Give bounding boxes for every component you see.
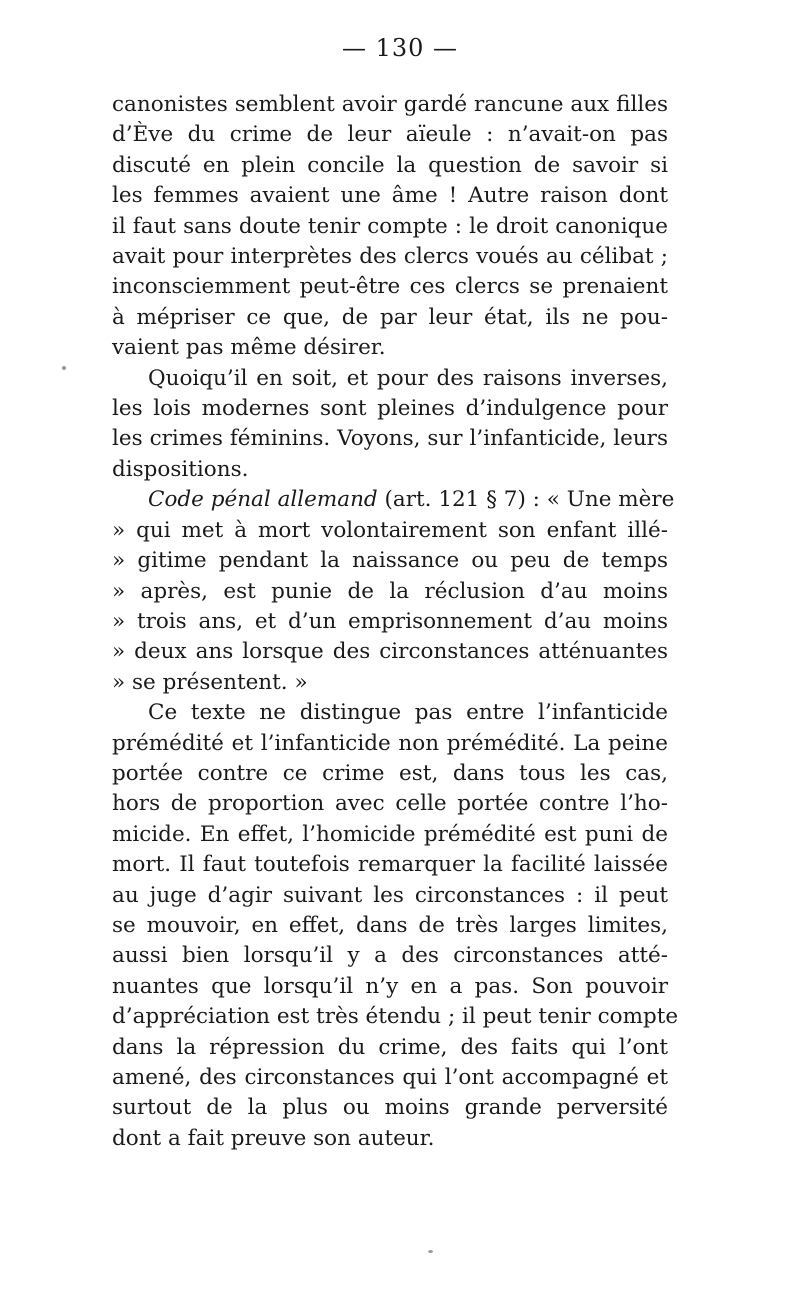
body-text: [112, 90, 679, 1154]
text-line: aussi bien lorsqu’il y a des circonstances atté-: [112, 943, 668, 969]
text-line: avait pour interprètes des clercs voués au célibat ;: [112, 244, 668, 270]
paragraph-1: [112, 90, 668, 364]
text-line: d’Ève du crime de leur aïeule : n’avait-on pas: [112, 122, 668, 148]
text-line: discuté en plein concile la question de savoir si: [112, 152, 668, 178]
text-line: vaient pas même désirer.: [112, 335, 386, 361]
text-line: au juge d’agir suivant les circonstances : il peut: [112, 882, 668, 908]
page-number: — 130 —: [341, 34, 459, 62]
text-line: » après, est punie de la réclusion d’au moins: [112, 578, 668, 604]
text-line: prémédité et l’infanticide non prémédité. La peine: [112, 730, 668, 756]
text-line: d’appréciation est très étendu ; il peut tenir compte: [112, 1004, 679, 1030]
text-line: les lois modernes sont pleines d’indulgence pour: [112, 396, 668, 422]
text-line: » trois ans, et d’un emprisonnement d’au moins: [112, 608, 668, 634]
text-line: » qui met à mort volontairement son enfant illé-: [112, 517, 668, 543]
text-line: amené, des circonstances qui l’ont accompagné et: [112, 1065, 668, 1090]
code-citation: (art. 121 § 7) : « Une mère: [384, 487, 675, 513]
text-line: Ce texte ne distingue pas entre l’infanticide: [148, 700, 668, 726]
paper-speck: [62, 366, 66, 370]
paragraph-3: [112, 485, 675, 698]
text-line: canonistes semblent avoir gardé rancune aux filles: [112, 92, 668, 117]
paragraph-4: [112, 698, 679, 1154]
text-line: portée contre ce crime est, dans tous les cas,: [112, 760, 668, 786]
text-line: » deux ans lorsque des circonstances atténuantes: [112, 639, 668, 665]
code-citation-line: [112, 485, 675, 515]
text-line: » se présentent. »: [112, 669, 308, 695]
text-line: à mépriser ce que, de par leur état, ils ne pou-: [112, 304, 668, 330]
paragraph-2: [112, 364, 668, 486]
text-line: il faut sans doute tenir compte : le droit canonique: [112, 213, 668, 239]
code-title: Code pénal allemand: [148, 487, 378, 513]
text-line: se mouvoir, en effet, dans de très larges limites,: [112, 912, 668, 938]
text-line: hors de proportion avec celle portée contre l’ho-: [112, 791, 668, 817]
text-line: surtout de la plus ou moins grande perversité: [112, 1095, 668, 1121]
text-line: nuantes que lorsqu’il n’y en a pas. Son pouvoir: [112, 973, 668, 999]
text-line: dans la répression du crime, des faits qui l’ont: [112, 1034, 668, 1060]
text-line: mort. Il faut toutefois remarquer la facilité laissée: [112, 852, 668, 878]
paper-speck: [428, 1250, 433, 1253]
text-line: Quoiqu’il en soit, et pour des raisons inverses,: [148, 365, 668, 391]
text-line: micide. En effet, l’homicide prémédité est puni de: [112, 821, 668, 847]
text-line: dispositions.: [112, 456, 249, 482]
text-line: les femmes avaient une âme ! Autre raison dont: [112, 183, 668, 209]
text-line: » gitime pendant la naissance ou peu de temps: [112, 548, 668, 574]
text-line: dont a fait preuve son auteur.: [112, 1125, 435, 1151]
text-line: les crimes féminins. Voyons, sur l’infanticide, leurs: [112, 426, 668, 452]
text-line: inconsciemment peut-être ces clercs se prenaient: [112, 274, 668, 300]
